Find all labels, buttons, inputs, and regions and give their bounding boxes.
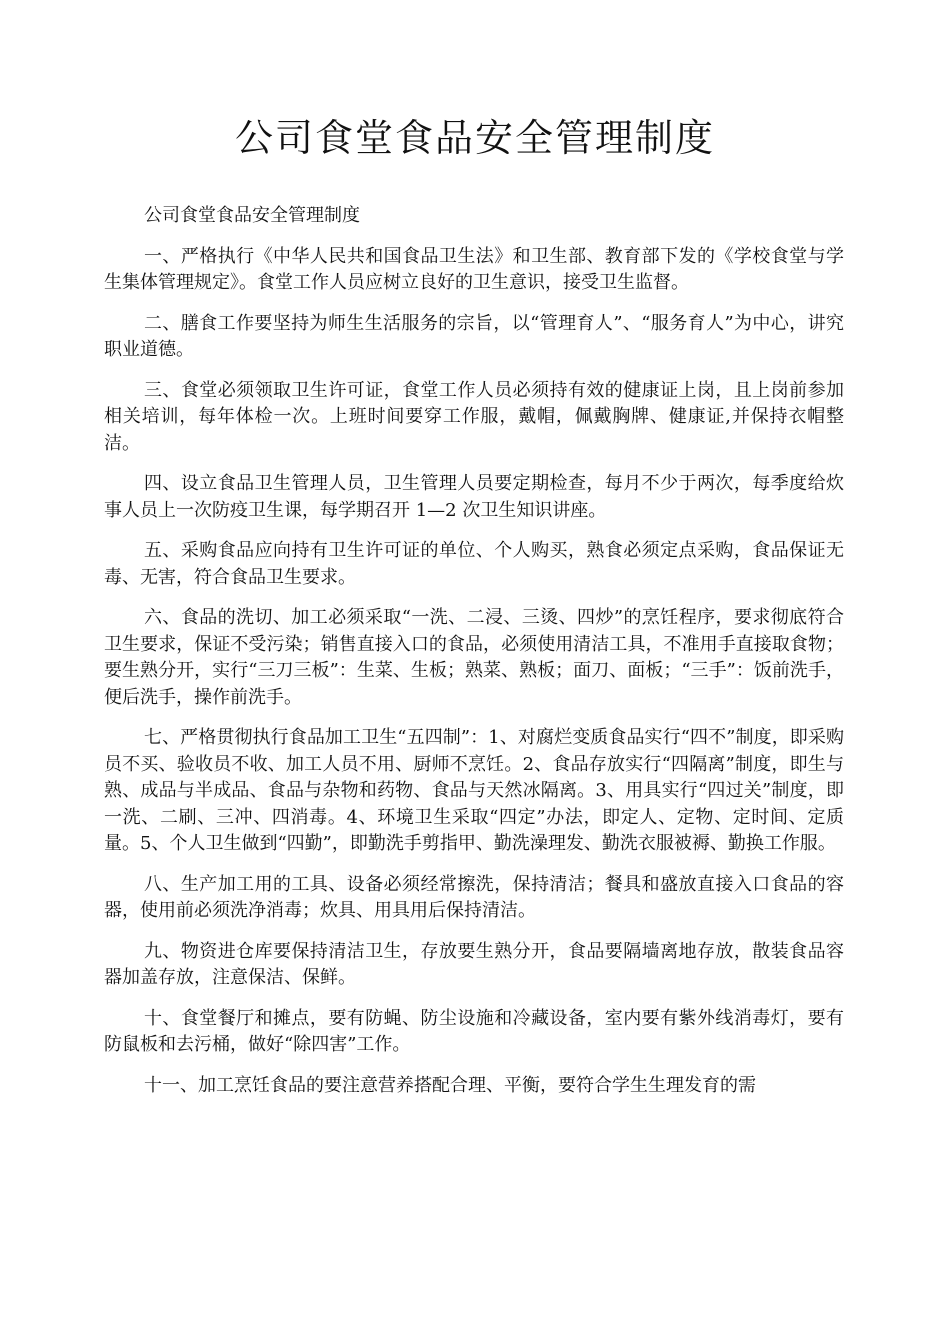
paragraph-8: 八、生产加工用的工具、设备必须经常擦洗，保持清洁；餐具和盛放直接入口食品的容器，使用前必须洗净消毒；炊具、用具用后保持清洁。 [104,873,844,921]
paragraph-5: 五、采购食品应向持有卫生许可证的单位、个人购买，熟食必须定点采购，食品保证无毒、无害，符合食品卫生要求。 [104,540,844,588]
paragraph-4: 四、设立食品卫生管理人员，卫生管理人员要定期检查，每月不少于两次，每季度给炊事人员上一次防疫卫生课，每学期召开 1—2 次卫生知识讲座。 [104,473,844,521]
paragraph-1: 一、严格执行《中华人民共和国食品卫生法》和卫生部、教育部下发的《学校食堂与学生集体管理规定》。食堂工作人员应树立良好的卫生意识，接受卫生监督。 [104,245,844,293]
paragraph-7: 七、严格贯彻执行食品加工卫生“五四制”：1、对腐烂变质食品实行“四不”制度，即采购员不买、验收员不收、加工人员不用、厨师不烹饪。2、食品存放实行“四隔离”制度，即生与熟、成品与半成品、食品与杂物和药物、食品与天然冰隔离。3、用具实行“四过关”制度，即一洗、二刷、三冲、四消毒。4、环境卫生采取“四定”办法，即定人、定物、定时间、定质量。5、个人卫生做到“四勤”，即勤洗手剪指甲、勤洗澡理发、勤洗衣服被褥、勤换工作服。 [104,727,844,854]
paragraph-11: 十一、加工烹饪食品的要注意营养搭配合理、平衡，要符合学生生理发育的需 [144,1074,756,1096]
paragraph-2: 二、膳食工作要坚持为师生生活服务的宗旨，以“管理育人”、“服务育人”为中心，讲究职业道德。 [104,312,844,360]
document-body [104,203,844,1113]
paragraph-9: 九、物资进仓库要保持清洁卫生，存放要生熟分开，食品要隔墙离地存放，散装食品容器加盖存放，注意保洁、保鲜。 [104,940,844,988]
paragraph-intro: 公司食堂食品安全管理制度 [144,205,360,226]
paragraph-3: 三、食堂必须领取卫生许可证，食堂工作人员必须持有效的健康证上岗，且上岗前参加相关培训，每年体检一次。上班时间要穿工作服，戴帽，佩戴胸牌、健康证,并保持衣帽整洁。 [104,379,844,454]
paragraph-6: 六、食品的洗切、加工必须采取“一洗、二浸、三烫、四炒”的烹饪程序，要求彻底符合卫生要求，保证不受污染；销售直接入口的食品，必须使用清洁工具，不准用手直接取食物；要生熟分开，实行“三刀三板”：生菜、生板；熟菜、熟板；面刀、面板；“三手”：饭前洗手，便后洗手，操作前洗手。 [104,607,844,708]
paragraph-10: 十、食堂餐厅和摊点，要有防蝇、防尘设施和冷藏设备，室内要有紫外线消毒灯，要有防鼠板和去污桶，做好“除四害”工作。 [104,1007,844,1055]
document-title: 公司食堂食品安全管理制度 [234,116,715,160]
